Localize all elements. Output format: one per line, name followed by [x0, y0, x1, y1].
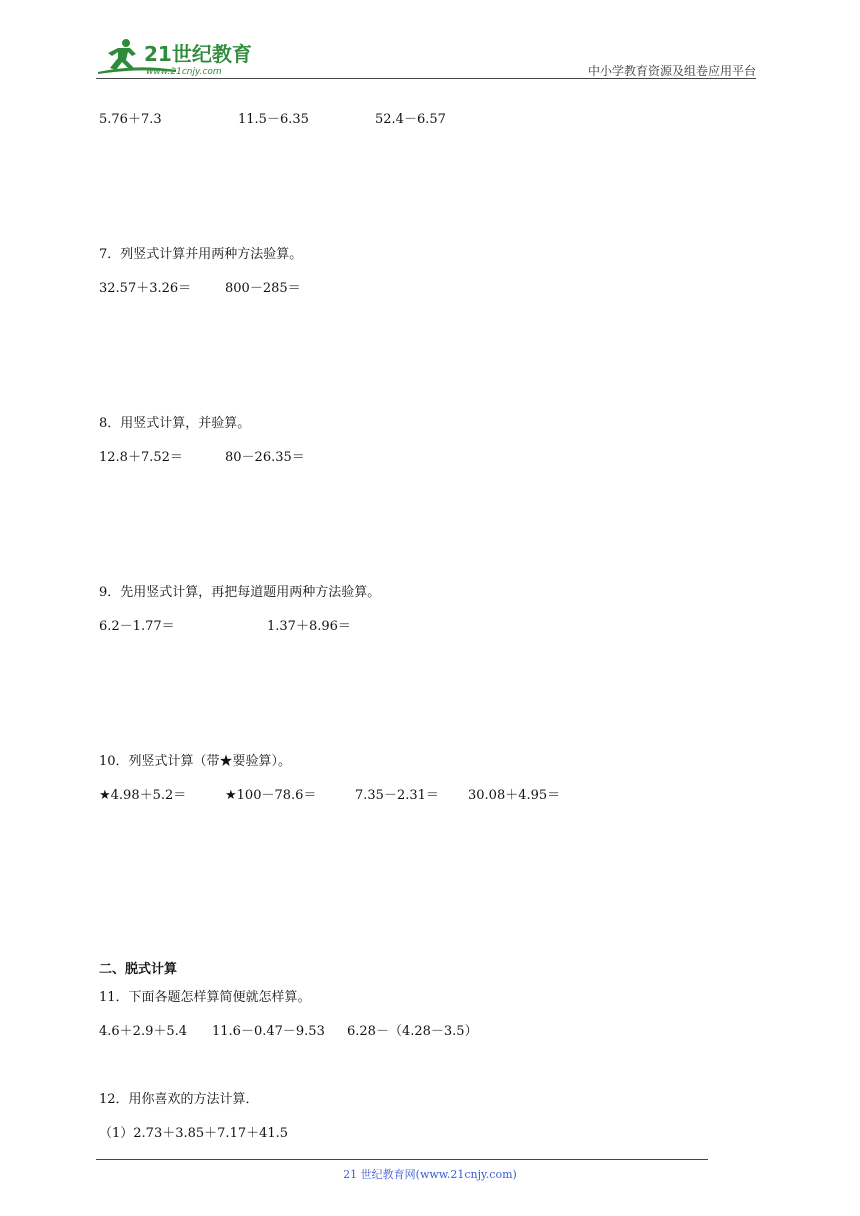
- q7-item-2: 800－285＝: [225, 281, 301, 296]
- header-divider: [96, 78, 756, 79]
- question-9-title: 9．先用竖式计算，再把每道题用两种方法验算。: [99, 585, 381, 600]
- expr-2: 11.5－6.35: [238, 112, 309, 127]
- question-11-title: 11．下面各题怎样算简便就怎样算。: [99, 990, 311, 1005]
- site-logo: [96, 34, 266, 78]
- q8-item-1: 12.8＋7.52＝: [99, 450, 183, 465]
- q9-item-1: 6.2－1.77＝: [99, 619, 175, 634]
- q8-item-2: 80－26.35＝: [225, 450, 305, 465]
- q11-item-3: 6.28－（4.28－3.5）: [347, 1024, 478, 1039]
- question-10-title: 10．列竖式计算（带★要验算）。: [99, 754, 292, 769]
- question-8-title: 8．用竖式计算，并验算。: [99, 416, 251, 431]
- section-2-heading: 二、脱式计算: [99, 962, 178, 977]
- q10-item-4: 30.08＋4.95＝: [468, 788, 561, 803]
- q11-item-2: 11.6－0.47－9.53: [212, 1024, 325, 1039]
- expr-1: 5.76＋7.3: [99, 112, 162, 127]
- q10-item-3: 7.35－2.31＝: [355, 788, 439, 803]
- question-7-title: 7．列竖式计算并用两种方法验算。: [99, 247, 303, 262]
- q12-item-1: （1）2.73＋3.85＋7.17＋41.5: [99, 1126, 289, 1141]
- q10-item-1: ★4.98＋5.2＝: [99, 788, 187, 803]
- svg-text:21世纪教育: 21世纪教育: [144, 42, 252, 66]
- q11-item-1: 4.6＋2.9＋5.4: [99, 1024, 188, 1039]
- q9-item-2: 1.37＋8.96＝: [267, 619, 351, 634]
- platform-name: 中小学教育资源及组卷应用平台: [587, 64, 756, 78]
- footer-link[interactable]: 21 世纪教育网(www.21cnjy.com): [343, 1168, 517, 1181]
- q7-item-1: 32.57＋3.26＝: [99, 281, 192, 296]
- svg-text:www.21cnjy.com: www.21cnjy.com: [146, 67, 222, 77]
- question-12-title: 12．用你喜欢的方法计算．: [99, 1092, 259, 1107]
- expr-3: 52.4－6.57: [375, 112, 446, 127]
- footer-divider: [96, 1159, 708, 1160]
- q10-item-2: ★100－78.6＝: [225, 788, 317, 803]
